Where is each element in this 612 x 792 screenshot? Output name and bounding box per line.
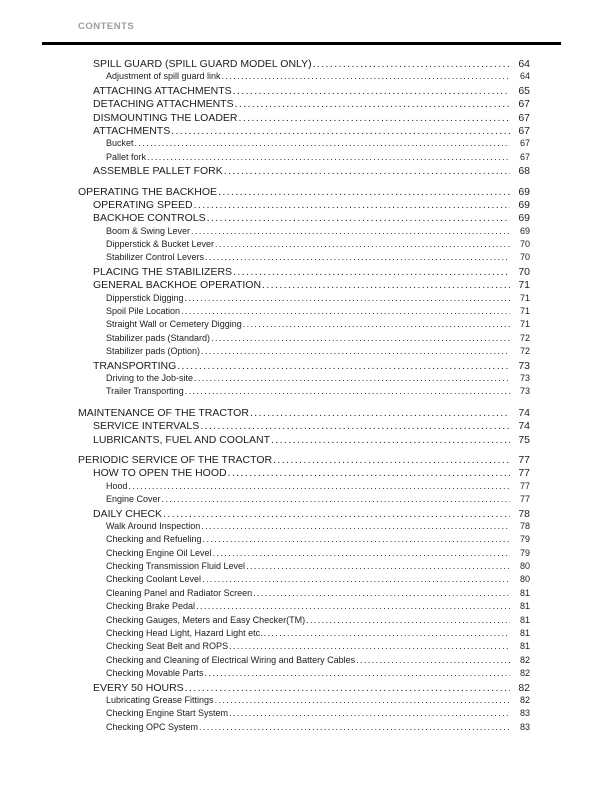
- toc-entry-page-number: 69: [518, 198, 530, 211]
- toc-dot-leader: [181, 306, 510, 316]
- toc-entry-title: Checking Engine Start System: [106, 708, 229, 719]
- toc-entry-title: PLACING THE STABILIZERS: [93, 265, 233, 278]
- toc-entry-title: Stabilizer pads (Option): [106, 346, 201, 357]
- toc-dot-leader: [177, 360, 510, 372]
- toc-entry-page-number: 74: [518, 406, 530, 419]
- toc-entry-page-number: 78: [518, 507, 530, 520]
- toc-dot-leader: [356, 655, 510, 665]
- toc-dot-leader: [205, 252, 510, 262]
- toc-dot-leader: [243, 319, 510, 329]
- toc-entry-page-number: 77: [518, 453, 530, 466]
- toc-dot-leader: [233, 85, 510, 97]
- toc-dot-leader: [215, 239, 510, 249]
- toc-entry-page-number: 73: [518, 359, 530, 372]
- toc-dot-leader: [196, 601, 510, 611]
- toc-entry-page-number: 74: [518, 420, 530, 433]
- toc-entry-title: ATTACHING ATTACHMENTS: [93, 84, 232, 97]
- toc-entry[interactable]: [78, 152, 530, 165]
- toc-entry[interactable]: [78, 407, 530, 420]
- toc-entry-title: SPILL GUARD (SPILL GUARD MODEL ONLY): [93, 58, 312, 70]
- toc-entry-page-number: 83: [519, 721, 530, 732]
- toc-dot-leader: [228, 467, 510, 479]
- toc-entry[interactable]: [78, 98, 530, 111]
- toc-entry[interactable]: [78, 306, 530, 319]
- toc-entry-page-number: 71: [519, 319, 530, 330]
- toc-dot-leader: [222, 71, 510, 81]
- toc-entry-page-number: 78: [519, 520, 530, 531]
- toc-entry[interactable]: [78, 628, 530, 641]
- toc-entry-title: Dipperstick Digging: [106, 292, 184, 303]
- toc-entry[interactable]: [78, 521, 530, 534]
- toc-entry[interactable]: [78, 186, 530, 199]
- toc-entry-page-number: 67: [518, 98, 530, 111]
- toc-entry-page-number: 82: [519, 654, 530, 665]
- toc-entry[interactable]: [78, 641, 530, 654]
- toc-entry-title: HOW TO OPEN THE HOOD: [93, 467, 227, 480]
- toc-dot-leader: [264, 628, 510, 638]
- toc-entry[interactable]: [78, 58, 530, 71]
- toc-dot-leader: [306, 615, 510, 625]
- toc-entry-title: Spoil Pile Location: [106, 306, 181, 317]
- toc-entry-page-number: 81: [519, 641, 530, 652]
- toc-dot-leader: [253, 588, 510, 598]
- toc-dot-leader: [203, 534, 510, 544]
- toc-entry-title: Adjustment of spill guard link: [106, 71, 221, 82]
- header-divider: [42, 42, 561, 45]
- toc-entry-page-number: 82: [519, 694, 530, 705]
- toc-entry-title: Checking Transmission Fluid Level: [106, 561, 246, 572]
- toc-entry[interactable]: [78, 346, 530, 359]
- toc-entry[interactable]: [78, 85, 530, 98]
- toc-entry-page-number: 81: [519, 614, 530, 625]
- toc-entry[interactable]: [78, 434, 530, 447]
- toc-entry[interactable]: [78, 319, 530, 332]
- toc-entry-page-number: 71: [519, 306, 530, 317]
- toc-dot-leader: [185, 293, 510, 303]
- toc-entry[interactable]: [78, 615, 530, 628]
- toc-entry-title: Engine Cover: [106, 494, 161, 505]
- toc-entry-page-number: 69: [519, 225, 530, 236]
- toc-dot-leader: [135, 138, 510, 148]
- toc-entry[interactable]: [78, 454, 530, 467]
- toc-entry-title: ASSEMBLE PALLET FORK: [93, 165, 223, 178]
- toc-entry-page-number: 64: [518, 58, 530, 70]
- toc-dot-leader: [163, 508, 510, 520]
- toc-dot-leader: [201, 346, 510, 356]
- toc-entry-page-number: 81: [519, 587, 530, 598]
- toc-entry-page-number: 67: [518, 124, 530, 137]
- toc-entry[interactable]: [78, 71, 530, 84]
- toc-dot-leader: [250, 407, 510, 419]
- toc-entry[interactable]: [78, 125, 530, 138]
- toc-entry-title: OPERATING THE BACKHOE: [78, 185, 218, 198]
- toc-dot-leader: [271, 434, 510, 446]
- toc-entry-page-number: 83: [519, 708, 530, 719]
- toc-dot-leader: [171, 125, 510, 137]
- toc-entry-title: SERVICE INTERVALS: [93, 420, 200, 433]
- toc-entry-title: Checking Gauges, Meters and Easy Checker(TM): [106, 614, 306, 625]
- toc-entry[interactable]: [78, 333, 530, 346]
- toc-dot-leader: [229, 708, 510, 718]
- toc-dot-leader: [202, 574, 510, 584]
- toc-entry-page-number: 64: [519, 71, 530, 82]
- toc-dot-leader: [147, 152, 510, 162]
- toc-entry[interactable]: [78, 548, 530, 561]
- toc-entry-page-number: 75: [518, 433, 530, 446]
- toc-entry-page-number: 69: [518, 185, 530, 198]
- toc-entry-page-number: 77: [519, 480, 530, 491]
- toc-entry-title: Cleaning Panel and Radiator Screen: [106, 587, 253, 598]
- toc-entry-page-number: 81: [519, 601, 530, 612]
- toc-entry-page-number: 73: [519, 372, 530, 383]
- toc-dot-leader: [185, 386, 510, 396]
- toc-entry-title: LUBRICANTS, FUEL AND COOLANT: [93, 433, 270, 446]
- toc-dot-leader: [207, 212, 510, 224]
- toc-entry-title: Pallet fork: [106, 151, 147, 162]
- toc-entry[interactable]: [78, 138, 530, 151]
- toc-entry-title: Checking and Refueling: [106, 534, 202, 545]
- toc-dot-leader: [235, 98, 510, 110]
- toc-entry-page-number: 79: [519, 534, 530, 545]
- toc-entry-page-number: 72: [519, 346, 530, 357]
- toc-entry-title: Stabilizer Control Levers: [106, 252, 205, 263]
- toc-dot-leader: [185, 682, 510, 694]
- toc-entry-page-number: 80: [519, 561, 530, 572]
- toc-entry-title: Lubricating Grease Fittings: [106, 694, 214, 705]
- toc-dot-leader: [262, 279, 510, 291]
- toc-entry-title: Driving to the Job-site: [106, 372, 194, 383]
- toc-entry-page-number: 70: [519, 252, 530, 263]
- toc-entry-page-number: 80: [519, 574, 530, 585]
- toc-entry-title: Dipperstick & Bucket Lever: [106, 239, 215, 250]
- toc-entry-page-number: 71: [519, 292, 530, 303]
- table-of-contents: [78, 58, 530, 735]
- toc-entry-title: GENERAL BACKHOE OPERATION: [93, 279, 262, 292]
- toc-dot-leader: [200, 420, 510, 432]
- toc-entry-title: MAINTENANCE OF THE TRACTOR: [78, 406, 249, 419]
- toc-entry[interactable]: [78, 226, 530, 239]
- toc-entry-page-number: 69: [518, 212, 530, 225]
- toc-entry-title: Checking Movable Parts: [106, 668, 204, 679]
- toc-entry-page-number: 72: [519, 332, 530, 343]
- toc-dot-leader: [205, 668, 510, 678]
- toc-entry-title: ATTACHMENTS: [93, 124, 171, 137]
- toc-dot-leader: [211, 333, 510, 343]
- toc-entry[interactable]: [78, 420, 530, 433]
- toc-entry[interactable]: [78, 165, 530, 178]
- toc-dot-leader: [273, 454, 510, 466]
- toc-entry[interactable]: [78, 574, 530, 587]
- toc-dot-leader: [194, 199, 510, 211]
- toc-entry-title: Walk Around Inspection: [106, 520, 201, 531]
- toc-entry-title: Bucket: [106, 138, 134, 149]
- toc-entry-page-number: 79: [519, 547, 530, 558]
- toc-dot-leader: [162, 494, 510, 504]
- toc-entry-title: DISMOUNTING THE LOADER: [93, 111, 238, 124]
- toc-entry[interactable]: [78, 561, 530, 574]
- toc-entry-page-number: 65: [518, 84, 530, 97]
- toc-dot-leader: [218, 186, 510, 198]
- toc-dot-leader: [224, 165, 510, 177]
- toc-entry[interactable]: [78, 588, 530, 601]
- toc-entry[interactable]: [78, 655, 530, 668]
- toc-entry-page-number: 71: [518, 279, 530, 292]
- toc-entry-page-number: 77: [518, 467, 530, 480]
- toc-entry[interactable]: [78, 279, 530, 292]
- toc-dot-leader: [199, 722, 510, 732]
- toc-entry-title: DETACHING ATTACHMENTS: [93, 98, 234, 111]
- toc-entry[interactable]: [78, 467, 530, 480]
- toc-dot-leader: [313, 58, 510, 70]
- toc-entry-title: BACKHOE CONTROLS: [93, 212, 206, 225]
- toc-entry-title: Straight Wall or Cemetery Digging: [106, 319, 242, 330]
- toc-entry-page-number: 67: [518, 111, 530, 124]
- toc-entry[interactable]: [78, 494, 530, 507]
- toc-entry-page-number: 73: [519, 386, 530, 397]
- toc-dot-leader: [194, 373, 510, 383]
- toc-entry-page-number: 77: [519, 494, 530, 505]
- toc-entry-title: PERIODIC SERVICE OF THE TRACTOR: [78, 453, 273, 466]
- toc-entry[interactable]: [78, 601, 530, 614]
- toc-entry[interactable]: [78, 112, 530, 125]
- toc-entry-title: Checking and Cleaning of Electrical Wiring and Battery Cables: [106, 654, 356, 665]
- page-header-label: CONTENTS: [78, 21, 135, 32]
- toc-entry-title: EVERY 50 HOURS: [93, 681, 184, 694]
- toc-dot-leader: [229, 641, 510, 651]
- toc-dot-leader: [233, 266, 510, 278]
- toc-entry-title: TRANSPORTING: [93, 359, 177, 372]
- toc-entry-title: Hood: [106, 480, 128, 491]
- toc-entry-title: Checking OPC System: [106, 721, 199, 732]
- toc-entry[interactable]: [78, 252, 530, 265]
- toc-dot-leader: [191, 226, 510, 236]
- toc-entry-title: Checking Seat Belt and ROPS: [106, 641, 229, 652]
- toc-entry[interactable]: [78, 199, 530, 212]
- toc-entry-title: OPERATING SPEED: [93, 198, 193, 211]
- toc-entry[interactable]: [78, 373, 530, 386]
- toc-entry[interactable]: [78, 293, 530, 306]
- toc-entry[interactable]: [78, 722, 530, 735]
- toc-entry[interactable]: [78, 212, 530, 225]
- toc-entry-page-number: 67: [519, 138, 530, 149]
- toc-entry[interactable]: [78, 695, 530, 708]
- toc-entry-title: Checking Head Light, Hazard Light etc.: [106, 628, 263, 639]
- toc-dot-leader: [239, 112, 511, 124]
- toc-dot-leader: [129, 481, 510, 491]
- toc-dot-leader: [246, 561, 510, 571]
- toc-entry-title: Checking Engine Oil Level: [106, 547, 212, 558]
- toc-entry-page-number: 70: [519, 239, 530, 250]
- toc-entry-title: Trailer Transporting: [106, 386, 184, 397]
- toc-entry[interactable]: [78, 682, 530, 695]
- toc-dot-leader: [215, 695, 510, 705]
- toc-entry[interactable]: [78, 266, 530, 279]
- toc-entry-title: Stabilizer pads (Standard): [106, 332, 211, 343]
- toc-entry[interactable]: [78, 534, 530, 547]
- toc-dot-leader: [201, 521, 510, 531]
- toc-entry[interactable]: [78, 668, 530, 681]
- toc-entry-title: DAILY CHECK: [93, 507, 163, 520]
- toc-entry-page-number: 81: [519, 628, 530, 639]
- toc-entry-title: Checking Coolant Level: [106, 574, 202, 585]
- toc-entry-page-number: 82: [519, 668, 530, 679]
- toc-entry[interactable]: [78, 708, 530, 721]
- toc-entry[interactable]: [78, 386, 530, 399]
- toc-entry-page-number: 70: [518, 265, 530, 278]
- toc-entry[interactable]: [78, 508, 530, 521]
- toc-entry-title: Boom & Swing Lever: [106, 225, 191, 236]
- toc-entry-title: Checking Brake Pedal: [106, 601, 196, 612]
- toc-entry[interactable]: [78, 481, 530, 494]
- toc-dot-leader: [213, 548, 510, 558]
- toc-entry[interactable]: [78, 360, 530, 373]
- toc-entry-page-number: 67: [519, 151, 530, 162]
- toc-entry-page-number: 68: [518, 165, 530, 178]
- toc-entry-page-number: 82: [518, 681, 530, 694]
- toc-entry[interactable]: [78, 239, 530, 252]
